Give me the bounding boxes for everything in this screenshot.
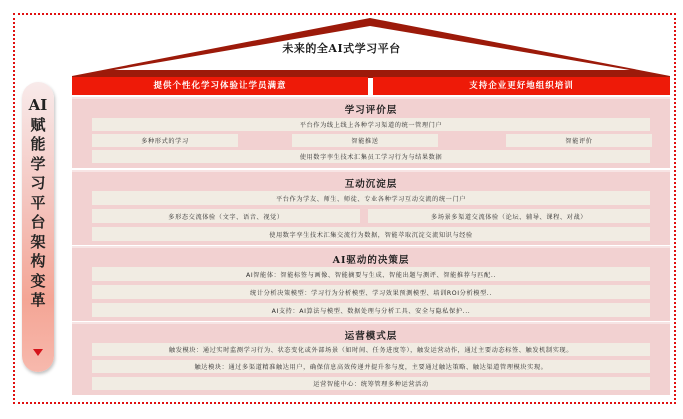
side-pill-architecture-transformation <box>22 82 54 372</box>
layer-row: AI智能体：智能标签与画像、智能摘要与生成、智能出题与测评、智能推荐与匹配.. <box>92 267 650 281</box>
layer-row: 触达模块：通过多渠道精准触达用户，确保信息高效传递并提升参与度，主要通过触达策略、触达渠道管理模块实现。 <box>92 360 650 373</box>
pill-char: 赋 <box>30 115 46 134</box>
layer-learning-evaluation <box>72 97 670 168</box>
layer-operation-model <box>72 322 670 395</box>
pill-char: 学 <box>30 154 46 173</box>
layer-row: 平台作为线上线上各种学习渠道的统一管理门户 <box>92 118 650 131</box>
pill-char: AI <box>28 96 48 114</box>
layer-interaction-accumulation <box>72 170 670 245</box>
layer-title: 互动沉淀层 <box>344 179 398 190</box>
layer-cell: 多种形式的学习 <box>92 134 238 147</box>
layer-cell: 智能推送 <box>292 134 438 147</box>
pill-char: 能 <box>30 135 46 153</box>
layer-row: 使用数字孪生技术汇集交流行为数据，智能萃取沉淀交流知识与经验 <box>92 227 650 241</box>
banner-enterprise-training: 支持企业更好地组织培训 <box>373 77 670 95</box>
layer-row: 运营智能中心：统筹管理多种运营活动 <box>92 377 650 390</box>
pill-char: 构 <box>30 252 46 270</box>
triangle-down-icon <box>33 349 43 356</box>
pill-char: 习 <box>30 174 46 192</box>
banner-learner-experience: 提供个性化学习体验让学员满意 <box>72 77 368 95</box>
layer-cell: 智能评价 <box>506 134 652 147</box>
layer-row: 统计分析决策模型：学习行为分析模型、学习效果预测模型、培训ROI分析模型.. <box>92 285 650 299</box>
pill-char: 革 <box>30 291 46 309</box>
layer-row: AI支持：AI算法与模型、数据处理与分析工具、安全与隐私保护... <box>92 303 650 317</box>
layer-row: 触发模块：通过实时监测学习行为、状态变化或外部场景（如时间、任务进度等），触发运营动作，通过主要动态标签、触发机制实现。 <box>92 343 650 356</box>
pill-char: 平 <box>30 193 46 212</box>
layer-row: 平台作为学友、师生、师徒、专业各种学习互动交流的统一门户 <box>92 191 650 205</box>
layer-title: 运营模式层 <box>344 331 398 342</box>
layer-row: 使用数字孪生技术汇集员工学习行为与结果数据 <box>92 150 650 163</box>
pill-char: 台 <box>30 213 46 231</box>
layer-cell: 多形态交流体验（文字、语音、视觉） <box>92 209 360 223</box>
layer-cell: 多场景多渠道交流体验（论坛、辅导、课程、对战） <box>368 209 650 223</box>
pill-char: 架 <box>30 232 46 251</box>
layer-ai-decision <box>72 246 670 321</box>
layer-title: AI驱动的决策层 <box>332 255 410 266</box>
side-pill-title <box>22 96 54 311</box>
layer-title: 学习评价层 <box>344 105 398 116</box>
platform-title: 未来的全AI式学习平台 <box>282 42 401 55</box>
pill-char: 变 <box>30 271 46 290</box>
